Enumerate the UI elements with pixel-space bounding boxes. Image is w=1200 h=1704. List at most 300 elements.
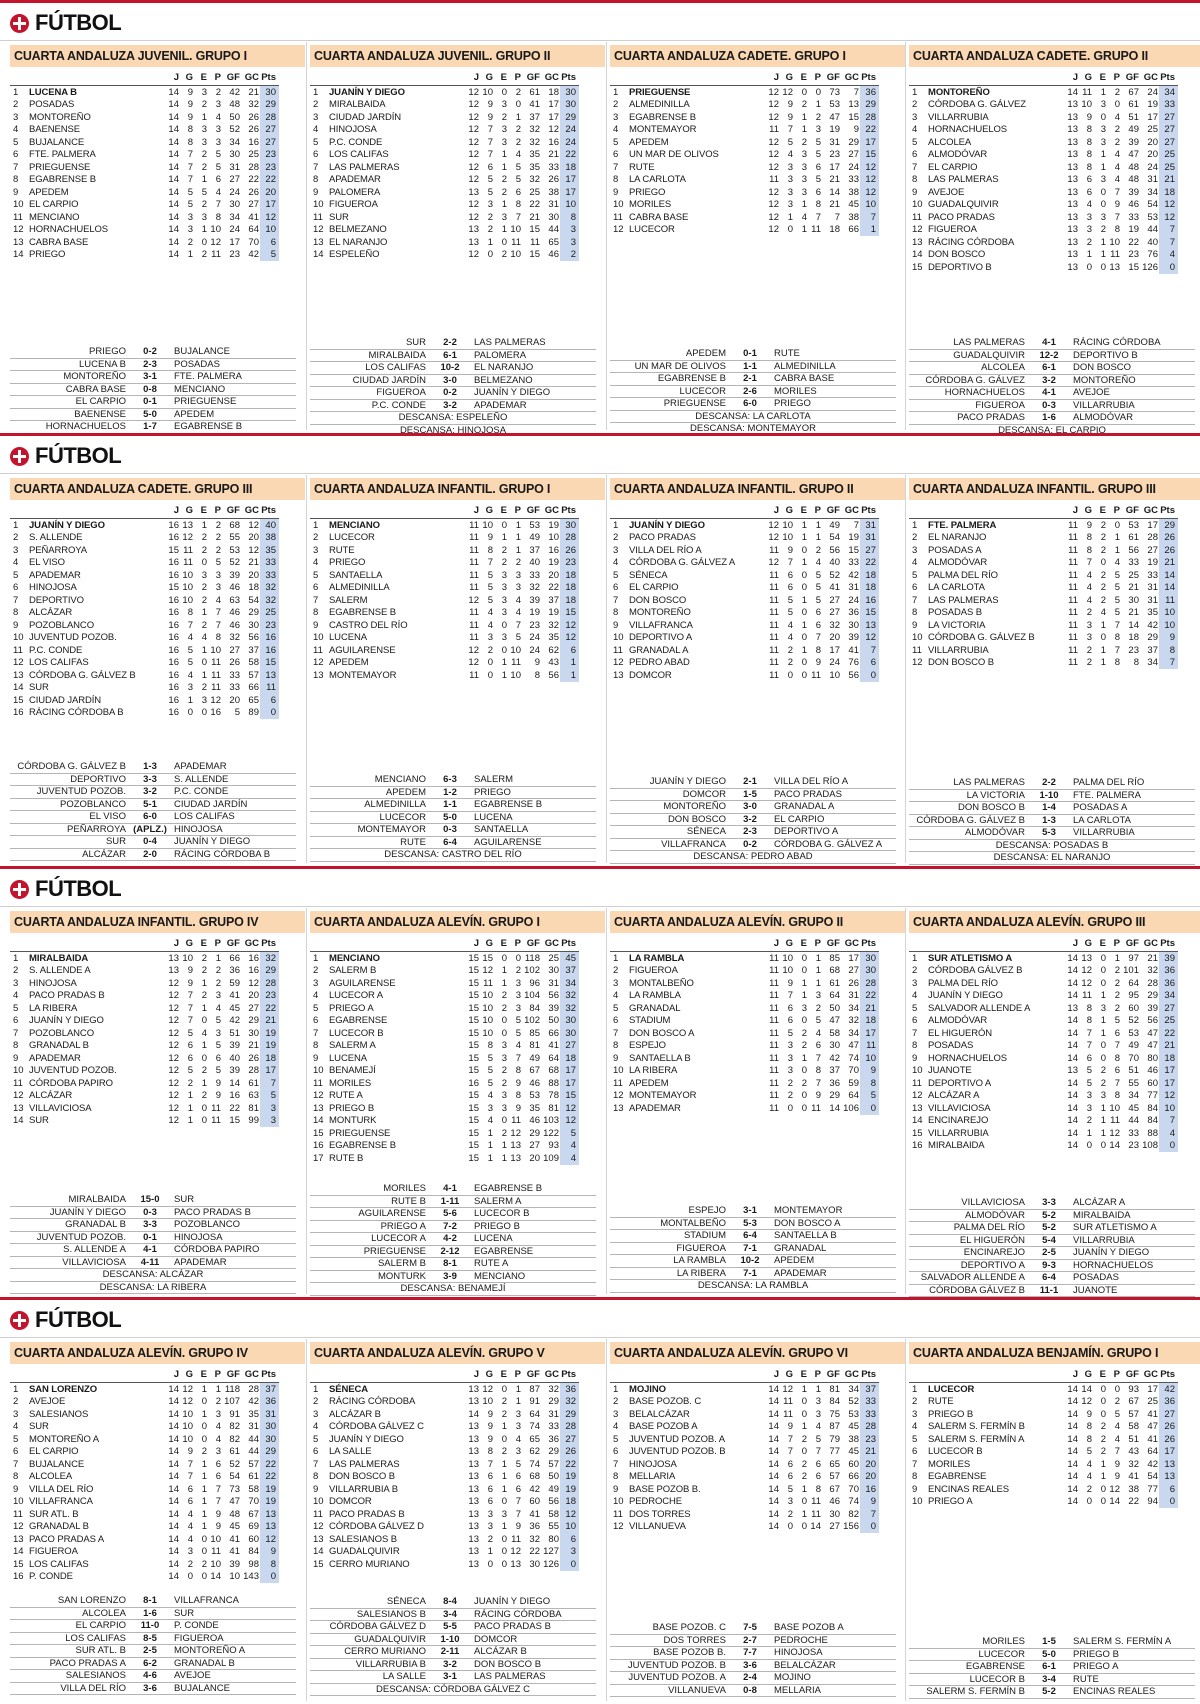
lost: 2 bbox=[515, 965, 521, 976]
drawn: 1 bbox=[801, 124, 807, 135]
won: 9 bbox=[187, 1446, 193, 1457]
goals-against: 16 bbox=[248, 136, 259, 148]
position: 11 bbox=[912, 644, 922, 656]
goals-for: 53 bbox=[1121, 519, 1140, 532]
goals-for: 82 bbox=[229, 1433, 240, 1445]
away-team: P. CONDE bbox=[172, 1620, 296, 1633]
lost: 7 bbox=[215, 1483, 221, 1495]
score: 3-6 bbox=[728, 1659, 772, 1672]
lost: 8 bbox=[515, 199, 521, 210]
position: 4 bbox=[13, 124, 19, 135]
result-row bbox=[10, 1632, 296, 1645]
goals-against: 59 bbox=[848, 1077, 859, 1089]
goals-against: 126 bbox=[1142, 261, 1158, 273]
team-name: CIUDAD JARDÍN bbox=[329, 111, 402, 123]
standings-row bbox=[610, 519, 879, 532]
home-team: DOMCOR bbox=[610, 788, 728, 801]
drawn: 2 bbox=[1100, 1433, 1106, 1445]
drawn: 2 bbox=[501, 1065, 507, 1076]
position: 11 bbox=[313, 644, 323, 656]
standings-row bbox=[610, 644, 879, 657]
standings-row bbox=[310, 607, 579, 620]
rest-team: DESCANSA: LA CARLOTA bbox=[610, 410, 896, 423]
won: 5 bbox=[1086, 1446, 1092, 1457]
played: 12 bbox=[168, 1077, 179, 1089]
goals-for: 25 bbox=[529, 186, 540, 198]
goals-for: 65 bbox=[829, 1458, 840, 1470]
goals-against: 21 bbox=[1140, 952, 1159, 965]
won: 12 bbox=[180, 1383, 194, 1396]
col-header-p: P bbox=[214, 72, 221, 84]
team-name: APEDEM bbox=[629, 136, 669, 148]
group-title: CUARTA ANDALUZA CADETE. GRUPO III bbox=[10, 478, 305, 500]
won: 2 bbox=[487, 211, 493, 223]
position: 7 bbox=[613, 161, 619, 173]
score: 3-6 bbox=[128, 1682, 172, 1695]
played: 14 bbox=[168, 211, 179, 223]
goals-against: 19 bbox=[1147, 557, 1158, 568]
score: 2-7 bbox=[728, 1634, 772, 1647]
section-rule bbox=[0, 1297, 1200, 1300]
goals-for: 20 bbox=[829, 632, 840, 643]
goals-against: 39 bbox=[1147, 1002, 1158, 1014]
score: 0-3 bbox=[428, 824, 472, 837]
played: 14 bbox=[1067, 1408, 1078, 1420]
drawn: 0 bbox=[801, 1090, 807, 1101]
col-header-blank bbox=[610, 504, 628, 519]
goals-against: 56 bbox=[1147, 1015, 1158, 1026]
points: 16 bbox=[260, 632, 279, 645]
goals-for: 24 bbox=[529, 644, 540, 656]
standings-row bbox=[310, 1115, 579, 1128]
won: 2 bbox=[1086, 607, 1092, 618]
result-row bbox=[10, 761, 296, 773]
played: 13 bbox=[1067, 211, 1078, 223]
lost: 2 bbox=[215, 532, 221, 543]
col-header-gf: GF bbox=[826, 938, 840, 950]
result-row bbox=[909, 802, 1195, 815]
position: 2 bbox=[912, 532, 918, 543]
lost: 2 bbox=[215, 977, 221, 989]
drawn: 2 bbox=[501, 186, 507, 198]
results-table bbox=[10, 1595, 296, 1695]
won: 5 bbox=[187, 644, 193, 656]
goals-for: 33 bbox=[1128, 1127, 1139, 1139]
goals-against: 56 bbox=[548, 1496, 559, 1507]
goals-against: 21 bbox=[248, 557, 259, 568]
played: 14 bbox=[1067, 1027, 1078, 1039]
col-header-blank bbox=[927, 937, 1065, 952]
position: 2 bbox=[13, 1396, 19, 1407]
points: 12 bbox=[860, 186, 879, 199]
section-title: FÚTBOL bbox=[35, 443, 122, 468]
points: 30 bbox=[560, 519, 579, 532]
goals-against: 15 bbox=[848, 111, 859, 123]
played: 13 bbox=[1067, 161, 1078, 173]
home-team: EGABRENSE bbox=[909, 1661, 1027, 1674]
column-divider bbox=[905, 475, 906, 863]
standings-row bbox=[310, 186, 579, 199]
played: 15 bbox=[468, 965, 479, 976]
goals-for: 95 bbox=[1128, 990, 1139, 1001]
won: 0 bbox=[187, 1571, 193, 1582]
played: 16 bbox=[168, 669, 179, 681]
goals-for: 65 bbox=[529, 1433, 540, 1445]
drawn: 3 bbox=[501, 124, 507, 135]
goals-against: 29 bbox=[1147, 990, 1158, 1001]
away-team: CÓRDOBA PAPIRO bbox=[172, 1244, 296, 1257]
results-table bbox=[10, 346, 296, 433]
played: 13 bbox=[468, 1521, 479, 1532]
lost: 8 bbox=[215, 211, 221, 223]
played: 11 bbox=[769, 990, 779, 1001]
goals-for: 22 bbox=[529, 199, 540, 210]
goals-against: 38 bbox=[848, 211, 859, 223]
away-team: VILLARRUBIA bbox=[1071, 1234, 1195, 1247]
home-team: MORILES bbox=[909, 1636, 1027, 1648]
goals-for: 23 bbox=[829, 149, 840, 160]
lost: 11 bbox=[211, 1115, 221, 1126]
won: 4 bbox=[187, 1533, 193, 1545]
goals-against: 28 bbox=[248, 1065, 259, 1076]
col-header-g: G bbox=[785, 72, 793, 84]
drawn: 0 bbox=[501, 1115, 507, 1126]
standings-row bbox=[310, 669, 579, 682]
drawn: 3 bbox=[501, 99, 507, 110]
goals-against: 58 bbox=[548, 1508, 559, 1520]
lost: 5 bbox=[1114, 594, 1120, 606]
lost: 9 bbox=[815, 657, 821, 668]
home-team: LOS CALIFAS bbox=[310, 362, 428, 375]
standings-row bbox=[909, 1140, 1178, 1153]
played: 11 bbox=[769, 657, 779, 668]
drawn: 0 bbox=[201, 1433, 207, 1445]
lost: 1 bbox=[808, 1383, 822, 1396]
points: 45 bbox=[560, 952, 579, 965]
position: 10 bbox=[313, 1496, 324, 1507]
result-row bbox=[10, 1670, 296, 1683]
position: 12 bbox=[313, 657, 324, 668]
points: 10 bbox=[260, 224, 279, 237]
points: 16 bbox=[860, 1483, 879, 1496]
score: 1-6 bbox=[128, 1607, 172, 1620]
lost: 2 bbox=[515, 124, 521, 135]
drawn: 1 bbox=[501, 149, 507, 160]
position: 5 bbox=[613, 1433, 619, 1445]
goals-for: 64 bbox=[829, 990, 840, 1001]
drawn: 1 bbox=[201, 111, 207, 123]
home-team: VILLA DEL RÍO bbox=[10, 1682, 128, 1695]
position: 2 bbox=[613, 1396, 619, 1407]
points: 5 bbox=[260, 249, 279, 262]
standings-row bbox=[610, 1446, 879, 1459]
drawn: 0 bbox=[1100, 1408, 1106, 1420]
lost: 6 bbox=[215, 1458, 221, 1470]
team-name: HORNACHUELOS bbox=[29, 224, 109, 235]
won: 9 bbox=[487, 532, 493, 543]
drawn: 0 bbox=[1100, 977, 1106, 989]
points: 23 bbox=[260, 990, 279, 1003]
lost: 0 bbox=[808, 86, 822, 99]
rest-row bbox=[310, 412, 596, 425]
col-header-g: G bbox=[485, 72, 493, 84]
col-header-g: G bbox=[785, 1369, 793, 1381]
standings-row bbox=[10, 1065, 279, 1078]
won: 2 bbox=[1086, 657, 1092, 668]
away-team: MONTEMAYOR bbox=[772, 1205, 896, 1217]
lost: 11 bbox=[511, 1533, 521, 1545]
played: 11 bbox=[469, 557, 479, 568]
result-row bbox=[610, 1684, 896, 1697]
goals-against: 20 bbox=[248, 532, 259, 543]
home-team: FIGUEROA bbox=[310, 387, 428, 400]
won: 8 bbox=[487, 1446, 493, 1457]
points: 29 bbox=[560, 1408, 579, 1421]
played: 12 bbox=[468, 136, 479, 148]
position: 5 bbox=[912, 1433, 918, 1445]
goals-for: 49 bbox=[822, 519, 841, 532]
position: 6 bbox=[313, 149, 319, 160]
points: 1 bbox=[560, 657, 579, 670]
score: 0-8 bbox=[728, 1684, 772, 1697]
position: 3 bbox=[912, 1408, 918, 1420]
away-team: RUTE bbox=[1071, 1673, 1195, 1686]
team-name: MONTOREÑO A bbox=[29, 1433, 99, 1445]
standings-row bbox=[909, 569, 1178, 582]
score: 2-11 bbox=[428, 1646, 472, 1659]
goals-against: 32 bbox=[848, 1015, 859, 1026]
points: 8 bbox=[860, 1077, 879, 1090]
team-name: RUTE bbox=[928, 1396, 954, 1407]
standings-row bbox=[909, 1015, 1178, 1028]
goals-against: 50 bbox=[548, 1471, 559, 1482]
team-name: MONTOREÑO bbox=[29, 111, 91, 123]
played: 14 bbox=[1067, 1015, 1078, 1026]
away-team: ALCÁZAR A bbox=[1071, 1197, 1195, 1209]
position: 1 bbox=[310, 519, 328, 532]
col-header-p: P bbox=[514, 505, 521, 517]
lost: 7 bbox=[815, 1052, 821, 1064]
standings-row bbox=[610, 1471, 879, 1484]
col-header-p: P bbox=[814, 72, 821, 84]
goals-against: 47 bbox=[1147, 1421, 1158, 1432]
col-header-p: P bbox=[1113, 1369, 1120, 1381]
points: 13 bbox=[860, 619, 879, 632]
won: 0 bbox=[187, 707, 193, 718]
standings-row bbox=[310, 1446, 579, 1459]
standings-row bbox=[610, 174, 879, 187]
goals-against: 17 bbox=[548, 99, 559, 110]
team-name: LA RIBERA bbox=[29, 1002, 78, 1014]
goals-for: 17 bbox=[829, 644, 840, 656]
goals-for: 9 bbox=[534, 657, 540, 668]
team-name: PRIEGO bbox=[329, 557, 366, 568]
played: 11 bbox=[466, 519, 480, 532]
lost: 2 bbox=[1114, 1002, 1120, 1014]
goals-against: 68 bbox=[548, 1065, 559, 1076]
points: 29 bbox=[860, 99, 879, 112]
standings-row bbox=[10, 544, 279, 557]
points: 8 bbox=[560, 211, 579, 224]
standings-row bbox=[310, 1508, 579, 1521]
result-row bbox=[909, 1247, 1195, 1260]
standings-row bbox=[610, 557, 879, 570]
position: 7 bbox=[912, 594, 918, 606]
goals-against: 32 bbox=[541, 1383, 560, 1396]
won: 5 bbox=[487, 1077, 493, 1089]
drawn: 3 bbox=[501, 632, 507, 643]
standings-row bbox=[310, 1521, 579, 1534]
col-header-pts: Pts bbox=[261, 505, 276, 517]
result-row bbox=[909, 374, 1195, 387]
goals-for: 52 bbox=[229, 557, 240, 568]
team-name: DOMCOR bbox=[329, 1496, 372, 1507]
played: 11 bbox=[769, 669, 779, 681]
won: 8 bbox=[1086, 1015, 1092, 1026]
points: 18 bbox=[560, 1052, 579, 1065]
lost: 3 bbox=[215, 990, 221, 1001]
points: 12 bbox=[860, 632, 879, 645]
goals-for: 18 bbox=[829, 224, 840, 235]
away-team: GRANADAL B bbox=[172, 1657, 296, 1670]
col-header-g: G bbox=[185, 72, 193, 84]
position: 14 bbox=[313, 1115, 324, 1126]
played: 11 bbox=[769, 1065, 779, 1076]
standings-row bbox=[310, 1433, 579, 1446]
team-name: FTE. PALMERA bbox=[927, 519, 1065, 532]
played: 11 bbox=[1068, 619, 1078, 631]
away-team: POSADAS A bbox=[1071, 802, 1195, 815]
standings-row bbox=[610, 136, 879, 149]
score: 10-2 bbox=[428, 362, 472, 375]
position: 1 bbox=[10, 86, 28, 99]
drawn: 1 bbox=[201, 1483, 207, 1495]
points: 8 bbox=[260, 1558, 279, 1571]
home-team: SUR bbox=[310, 337, 428, 349]
away-team: SUR bbox=[172, 1194, 296, 1206]
score: 7-1 bbox=[728, 1242, 772, 1255]
position: 11 bbox=[613, 1508, 623, 1520]
goals-for: 56 bbox=[1128, 544, 1139, 556]
won: 10 bbox=[182, 1433, 193, 1445]
goals-against: 88 bbox=[1147, 1127, 1158, 1139]
lost: 11 bbox=[1110, 1115, 1120, 1126]
home-team: PACO PRADAS A bbox=[10, 1657, 128, 1670]
won: 3 bbox=[787, 174, 793, 185]
lost: 10 bbox=[510, 249, 521, 260]
lost: 7 bbox=[815, 632, 821, 643]
col-header-gc: GC bbox=[244, 938, 259, 950]
position: 9 bbox=[613, 619, 619, 631]
standings-row bbox=[610, 1090, 879, 1103]
group-title: CUARTA ANDALUZA ALEVÍN. GRUPO V bbox=[310, 1342, 605, 1364]
points: 22 bbox=[860, 557, 879, 570]
played: 12 bbox=[168, 1090, 179, 1101]
goals-for: 42 bbox=[229, 1015, 240, 1026]
drawn: 2 bbox=[201, 544, 207, 556]
away-team: DOMCOR bbox=[472, 1633, 596, 1646]
standings-row bbox=[310, 519, 579, 532]
won: 5 bbox=[487, 594, 493, 606]
drawn: 2 bbox=[201, 990, 207, 1001]
points: 25 bbox=[1159, 149, 1178, 162]
away-team: LAS PALMERAS bbox=[472, 1671, 596, 1684]
standings-panel bbox=[610, 45, 905, 431]
drawn: 1 bbox=[1100, 657, 1106, 668]
position: 14 bbox=[313, 249, 324, 260]
won: 4 bbox=[187, 632, 193, 643]
lost: 2 bbox=[815, 111, 821, 123]
standings-row bbox=[610, 1015, 879, 1028]
position: 7 bbox=[613, 1458, 619, 1470]
team-name: SUR bbox=[29, 1421, 49, 1432]
standings-row bbox=[909, 644, 1178, 657]
standings-row bbox=[909, 532, 1178, 545]
score: 8-1 bbox=[428, 1258, 472, 1271]
played: 16 bbox=[168, 594, 179, 606]
home-team: JUVENTUD POZOB. B bbox=[610, 1659, 728, 1672]
standings-row bbox=[909, 657, 1178, 670]
won: 3 bbox=[1086, 1090, 1092, 1101]
played: 16 bbox=[168, 707, 179, 718]
points: 15 bbox=[860, 149, 879, 162]
goals-for: 16 bbox=[229, 1090, 240, 1101]
standings-row bbox=[610, 186, 879, 199]
drawn: 0 bbox=[801, 569, 807, 581]
played: 12 bbox=[468, 161, 479, 173]
position: 4 bbox=[313, 124, 319, 135]
won: 2 bbox=[1086, 644, 1092, 656]
goals-against: 35 bbox=[248, 1408, 259, 1420]
result-row bbox=[10, 1256, 296, 1269]
score: 1-3 bbox=[128, 761, 172, 773]
drawn: 0 bbox=[501, 619, 507, 631]
team-name: MONTEMAYOR bbox=[629, 1090, 697, 1101]
drawn: 1 bbox=[501, 224, 507, 235]
standings-header-row bbox=[610, 504, 879, 519]
position: 5 bbox=[13, 1433, 19, 1445]
team-name: JUVENTUD POZOB. bbox=[29, 632, 117, 643]
standings-row bbox=[10, 1521, 279, 1534]
away-team: GRANADAL bbox=[772, 1242, 896, 1255]
team-name: P.C. CONDE bbox=[29, 644, 83, 656]
team-name: BUJALANCE bbox=[29, 1458, 85, 1470]
team-name: AGUILARENSE bbox=[329, 977, 396, 989]
position: 5 bbox=[912, 1002, 918, 1014]
team-name: EGABRENSE bbox=[329, 1015, 388, 1026]
home-team: POZOBLANCO bbox=[10, 798, 128, 811]
won: 7 bbox=[787, 124, 793, 135]
lost: 7 bbox=[215, 199, 221, 210]
home-team: FIGUEROA bbox=[909, 399, 1027, 412]
won: 10 bbox=[482, 990, 493, 1001]
played: 13 bbox=[1067, 224, 1078, 235]
points: 30 bbox=[260, 1433, 279, 1446]
won: 6 bbox=[1086, 186, 1092, 198]
standings-panel bbox=[610, 911, 905, 1295]
lost: 5 bbox=[215, 161, 221, 173]
drawn: 3 bbox=[201, 136, 207, 148]
played: 14 bbox=[1067, 1127, 1078, 1139]
score: 5-0 bbox=[128, 408, 172, 421]
col-header-gf: GF bbox=[526, 1369, 540, 1381]
won: 10 bbox=[782, 532, 793, 543]
result-row bbox=[610, 1647, 896, 1660]
played: 11 bbox=[469, 669, 479, 681]
standings-row bbox=[310, 1421, 579, 1434]
standings-row bbox=[10, 1533, 279, 1546]
team-name: LUCECOR A bbox=[329, 990, 384, 1001]
